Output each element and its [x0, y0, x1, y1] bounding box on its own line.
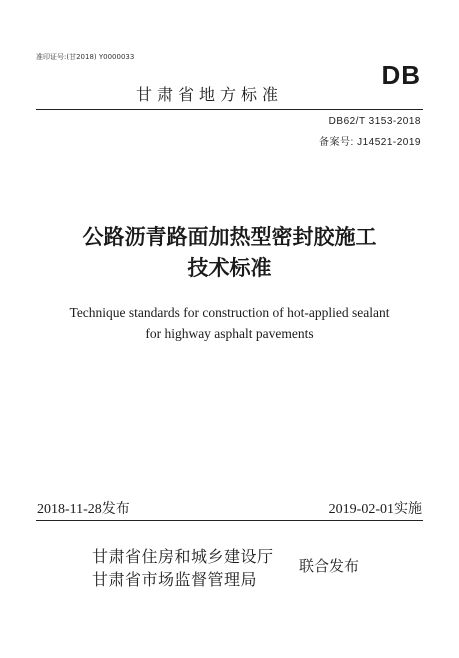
- chinese-title: [0, 221, 459, 283]
- english-title-line-2: for highway asphalt pavements: [145, 326, 314, 341]
- standard-number: DB62/T 3153-2018: [328, 116, 421, 127]
- issuer-market-bureau: 甘肃省市场监督管理局: [92, 570, 258, 589]
- standard-category: 甘肃省地方标准: [136, 85, 284, 104]
- chinese-title-line-2: 技术标准: [187, 255, 272, 280]
- db-standard-mark: DB: [381, 60, 421, 90]
- record-number: 备案号: J14521-2019: [319, 137, 421, 148]
- bottom-divider: [36, 520, 423, 521]
- chinese-title-line-1: 公路沥青路面加热型密封胶施工: [82, 224, 377, 249]
- print-permit-code: 准印证号:(甘2018) Y0000033: [36, 53, 135, 61]
- implementation-date: 2019-02-01实施: [328, 502, 422, 517]
- issuer-housing-dept: 甘肃省住房和城乡建设厅: [92, 547, 274, 566]
- top-divider: [36, 109, 423, 110]
- issue-date: 2018-11-28发布: [37, 502, 130, 517]
- english-title-line-1: Technique standards for construction of hot-applied sealant: [69, 305, 390, 320]
- joint-release-label: 联合发布: [299, 557, 360, 575]
- english-title: [0, 302, 459, 344]
